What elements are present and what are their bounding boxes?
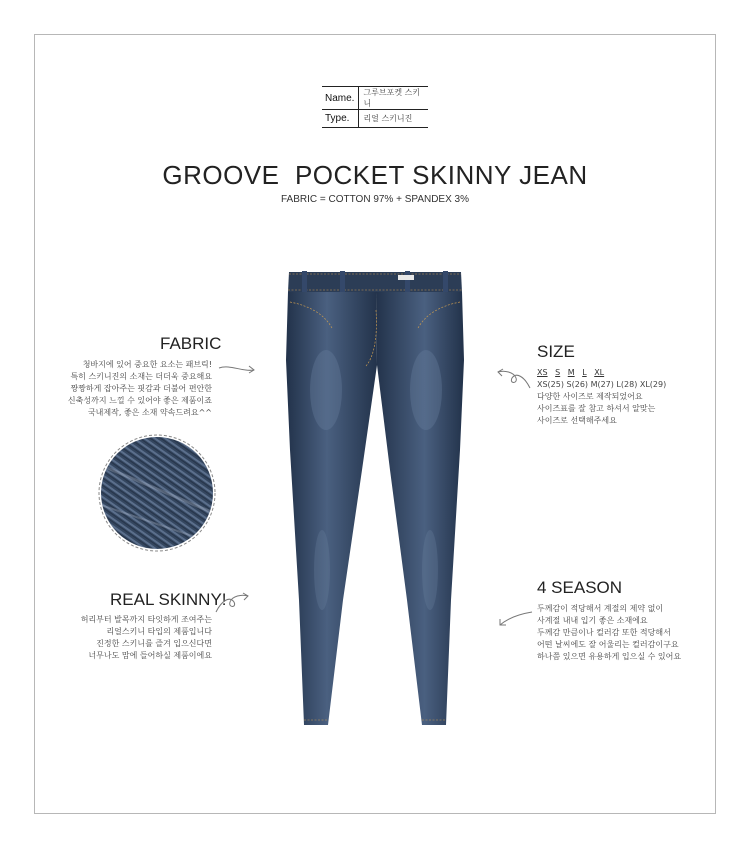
spec-name-key: Name. (322, 87, 359, 110)
spec-type-value: 리얼 스키니진 (363, 114, 413, 123)
real-skinny-description (81, 614, 212, 662)
spec-row-name (322, 87, 428, 110)
spec-row-type (322, 110, 428, 128)
size-option: S (555, 368, 561, 377)
fabric-line: 청바지에 있어 중요한 요소는 패브릭! (82, 360, 212, 369)
size-detail: XS(25) S(26) M(27) L(28) XL(29) (537, 380, 667, 389)
real-skinny-line: 허리부터 발목까지 타잇하게 조여주는 (80, 615, 212, 624)
product-title: GROOVE POCKET SKINNY JEAN (162, 160, 588, 190)
fabric-heading: FABRIC (160, 334, 222, 353)
real-skinny-heading: REAL SKINNY! (110, 590, 227, 609)
real-skinny-line: 진정한 스키니를 즐겨 입으신다면 (96, 639, 212, 648)
spec-table (322, 86, 428, 128)
size-option: M (567, 368, 575, 377)
arrow-left-icon (498, 610, 534, 628)
size-line: 사이즈로 선택해주세요 (537, 416, 617, 425)
arrow-right-icon (218, 362, 258, 376)
size-option: L (582, 368, 587, 377)
spec-type-key: Type. (322, 110, 359, 128)
size-heading: SIZE (537, 342, 575, 361)
size-line: 사이즈표를 잘 참고 하셔서 알맞는 (537, 404, 656, 413)
curly-arrow-left-icon (494, 368, 532, 390)
real-skinny-line: 너무나도 맘에 들어하실 제품이에요 (88, 651, 212, 660)
fabric-description (68, 359, 212, 419)
size-options (537, 368, 609, 377)
season-description (537, 603, 681, 663)
curly-arrow-right-icon (214, 592, 252, 614)
size-option: XS (537, 368, 548, 377)
spec-name-value: 그루브포켓 스키니 (363, 88, 421, 108)
fabric-line: 특히 스키니진의 소재는 더더욱 중요해요 (70, 372, 212, 381)
size-description (537, 379, 666, 427)
season-line: 하나쯤 있으면 유용하게 입으실 수 있어요 (537, 652, 682, 661)
fabric-composition: FABRIC = COTTON 97% + SPANDEX 3% (280, 194, 470, 205)
size-line: 다양한 사이즈로 제작되었어요 (537, 392, 643, 401)
season-line: 두께감 만큼이나 컬러감 또한 적당해서 (537, 628, 671, 637)
season-line: 사계절 내내 입기 좋은 소재에요 (537, 616, 648, 625)
fabric-line: 국내제작, 좋은 소재 약속드려요^^ (87, 408, 212, 417)
season-line: 두께감이 적당해서 계절의 제약 없이 (537, 604, 664, 613)
fabric-line: 짱짱하게 잡아주는 핏감과 더불어 편안한 (70, 384, 212, 393)
size-option: XL (594, 368, 605, 377)
season-heading: 4 SEASON (537, 578, 623, 597)
fabric-line: 신축성까지 느낄 수 있어야 좋은 제품이죠 (67, 396, 212, 405)
denim-swatch-image (98, 434, 216, 552)
real-skinny-line: 리얼스키니 타입의 제품입니다 (106, 627, 212, 636)
season-line: 어떤 날씨에도 잘 어울리는 컬러감이구요 (537, 640, 679, 649)
skinny-jeans-image (280, 270, 470, 730)
